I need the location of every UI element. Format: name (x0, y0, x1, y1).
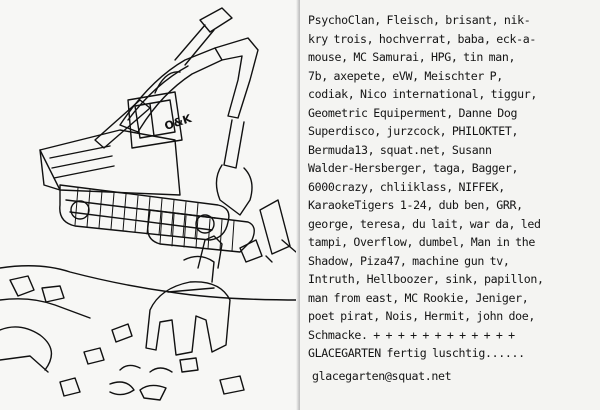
credits-line: codiak, Nico international, tiggur, (308, 87, 538, 101)
credits-line: kry trois, hochverrat, baba, eck-a- (308, 31, 537, 46)
credits-line: tampi, Overflow, dumbel, Man in the (308, 235, 536, 249)
credits-line: man from east, MC Rookie, Jeniger, (308, 290, 529, 305)
credits-line: Geometric Equiperment, Danne Dog (308, 105, 518, 120)
cab-logo: O&K (162, 112, 194, 133)
credits-line: Intruth, Hellboozer, sink, papillon, (308, 272, 544, 286)
credits-line: 7b, axepete, eVW, Meischter P, (308, 68, 503, 83)
credits-line: Bermuda13, squat.net, Susann (308, 142, 492, 157)
credits-text-block (308, 11, 590, 363)
contact-email[interactable]: glacegarten@squat.net (312, 369, 452, 383)
credits-line: KaraokeTigers 1-24, dub ben, GRR, (308, 198, 523, 212)
credits-line: Schmacke. + + + + + + + + + + + + (308, 327, 515, 342)
credits-line: george, teresa, du lait, war da, led (308, 216, 541, 231)
credits-line: Walder-Hersberger, taga, Bagger, (308, 161, 519, 175)
credits-line: Shadow, Piza47, machine gun tv, (308, 253, 510, 268)
credits-line: mouse, MC Samurai, HPG, tin man, (308, 50, 516, 64)
credits-line: poet pirat, Nois, Hermit, john doe, (308, 309, 536, 323)
credits-line: 6000crazy, chliiklass, NIFFEK, (308, 179, 505, 194)
credits-line: PsychoClan, Fleisch, brisant, nik- (308, 13, 531, 27)
credits-line-closing: GLACEGARTEN fertig luschtig...... (308, 346, 525, 360)
credits-line: Superdisco, jurzcock, PHILOKTET, (308, 124, 519, 138)
